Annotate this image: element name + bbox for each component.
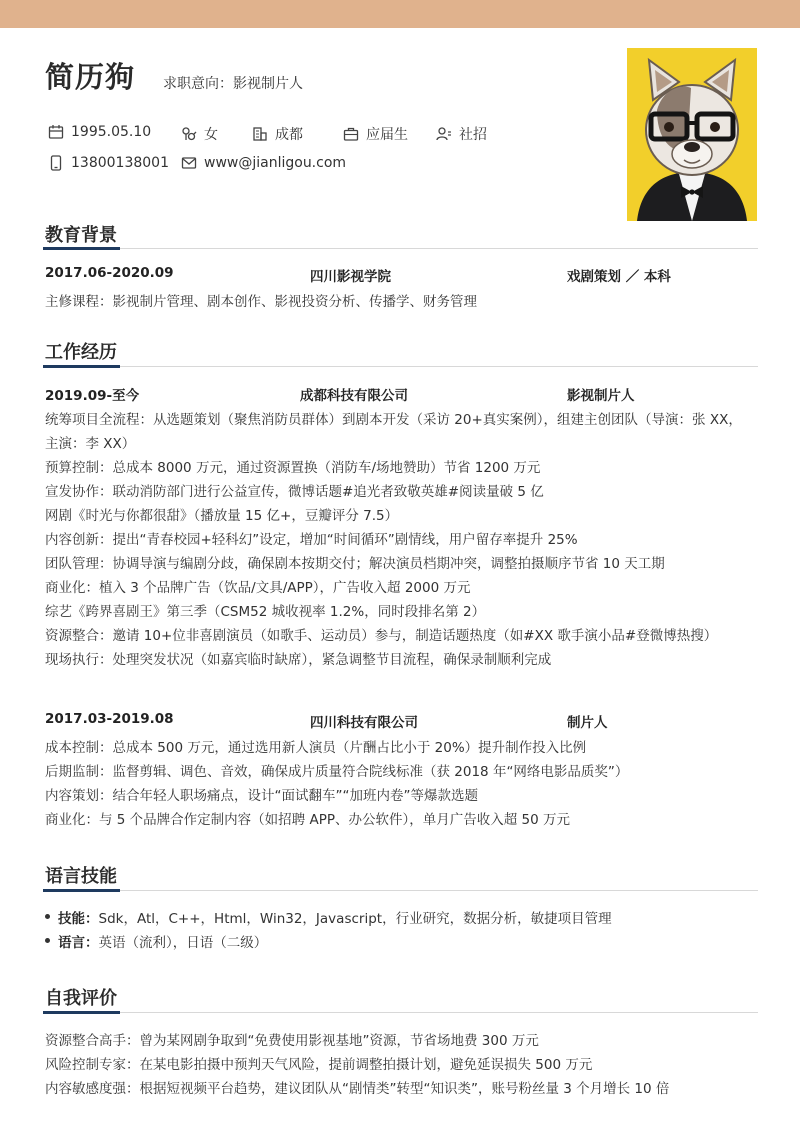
calendar-icon: [48, 124, 64, 140]
bullet-dot: [45, 914, 50, 919]
education-courses: 主修课程：影视制片管理、剧本创作、影视投资分析、传播学、财务管理: [45, 294, 477, 310]
work-accent: [43, 365, 120, 368]
education-title: 教育背景: [45, 225, 117, 246]
birth-date: 1995.05.10: [71, 124, 152, 140]
skill-item: [58, 931, 267, 951]
job-detail-line: 内容创新：提出“青春校园+轻科幻”设定，增加“时间循环”剧情线，用户留存率提升 25%: [45, 532, 578, 548]
briefcase-icon: [343, 126, 359, 142]
city-info: [252, 124, 303, 144]
recruit-type: 社招: [459, 127, 487, 143]
job-date: 2019.09-至今: [45, 388, 140, 404]
city: 成都: [275, 127, 303, 143]
job-role: 影视制片人: [567, 388, 635, 404]
job-detail-line: 预算控制：总成本 8000 万元，通过资源置换（消防车/场地赞助）节省 1200 万元: [45, 460, 541, 476]
skill-item: [58, 907, 612, 927]
self-title: 自我评价: [45, 988, 117, 1009]
bulldog-avatar-icon: [627, 48, 757, 221]
job-detail-line: 统筹项目全流程：从选题策划（聚焦消防员群体）到剧本开发（采访 20+真实案例），组建主创团队（导演：张 XX，: [45, 412, 742, 428]
skill-text: 英语（流利），日语（二级）: [98, 935, 268, 951]
gender: 女: [204, 127, 218, 143]
job-detail-line: 后期监制：监督剪辑、调色、音效，确保成片质量符合院线标准（获 2018 年“网络电影品质奖”）: [45, 764, 629, 780]
education-date: 2017.06-2020.09: [45, 265, 174, 281]
phone-info: [48, 155, 169, 171]
job-detail-line: 现场执行：处理突发状况（如嘉宾临时缺席），紧急调整节目流程，确保录制顺利完成: [45, 652, 552, 668]
skills-divider: [43, 890, 758, 891]
birth-info: [48, 124, 151, 140]
job-detail-line: 商业化：植入 3 个品牌广告（饮品/文具/APP），广告收入超 2000 万元: [45, 580, 471, 596]
skill-text: Sdk，Atl，C++，Html，Win32，Javascript，行业研究，数据分析，敏捷项目管理: [98, 911, 612, 927]
education-school: 四川影视学院: [310, 269, 391, 285]
job-detail-line: 成本控制：总成本 500 万元，通过选用新人演员（片酬占比小于 20%）提升制作投入比例: [45, 740, 587, 756]
phone-icon: [48, 155, 64, 171]
self-eval-line: 内容敏感度强：根据短视频平台趋势，建议团队从“剧情类”转型“知识类”，账号粉丝量 3 个月增长 10 倍: [45, 1081, 670, 1097]
work-title: 工作经历: [45, 342, 117, 363]
job-detail-line: 网剧《时光与你都很甜》（播放量 15 亿+，豆瓣评分 7.5）: [45, 508, 399, 524]
job-detail-line: 综艺《跨界喜剧王》第三季（CSM52 城收视率 1.2%，同时段排名第 2）: [45, 604, 486, 620]
job-detail-line: 资源整合：邀请 10+位非喜剧演员（如歌手、运动员）参与，制造话题热度（如#XX 歌手演小品#登微博热搜）: [45, 628, 718, 644]
job-detail-line: 团队管理：协调导演与编剧分歧，确保剧本按期交付；解决演员档期冲突，调整拍摄顺序节省 10 天工期: [45, 556, 665, 572]
building-icon: [252, 126, 268, 142]
email: www@jianligou.com: [204, 155, 347, 171]
job-role: 制片人: [567, 715, 608, 731]
self-eval-line: 资源整合高手：曾为某网剧争取到“免费使用影视基地”资源，节省场地费 300 万元: [45, 1033, 539, 1049]
job-detail-line: 商业化：与 5 个品牌合作定制内容（如招聘 APP、办公软件），单月广告收入超 50 万元: [45, 812, 570, 828]
skill-label: 语言：: [58, 935, 99, 951]
mail-icon: [181, 155, 197, 171]
work-divider: [43, 366, 758, 367]
recruit-info: [436, 124, 487, 144]
email-info: [181, 155, 346, 171]
gender-info: [181, 124, 218, 144]
job-intent: 求职意向：影视制片人: [163, 76, 303, 92]
profile-photo: [627, 48, 757, 221]
user-icon: [436, 126, 452, 142]
candidate-name: 简历狗: [45, 60, 136, 94]
status-info: [343, 124, 408, 144]
status: 应届生: [366, 127, 408, 143]
job-company: 成都科技有限公司: [300, 388, 408, 404]
job-date: 2017.03-2019.08: [45, 711, 174, 727]
education-accent: [43, 247, 120, 250]
self-divider: [43, 1012, 758, 1013]
education-divider: [43, 248, 758, 249]
education-major: 戏剧策划 ／ 本科: [567, 269, 671, 285]
top-color-bar: [0, 0, 800, 28]
job-detail-line: 主演：李 XX）: [45, 436, 136, 452]
job-company: 四川科技有限公司: [310, 715, 418, 731]
self-accent: [43, 1011, 120, 1014]
self-eval-line: 风险控制专家：在某电影拍摄中预判天气风险，提前调整拍摄计划，避免延误损失 500 万元: [45, 1057, 593, 1073]
bullet-dot: [45, 938, 50, 943]
job-detail-line: 内容策划：结合年轻人职场痛点，设计“面试翻车”“加班内卷”等爆款选题: [45, 788, 478, 804]
skills-title: 语言技能: [45, 866, 117, 887]
job-detail-line: 宣发协作：联动消防部门进行公益宣传，微博话题#追光者致敬英雄#阅读量破 5 亿: [45, 484, 544, 500]
skill-label: 技能：: [58, 911, 99, 927]
phone: 13800138001: [71, 155, 169, 171]
gender-icon: [181, 126, 197, 142]
skills-accent: [43, 889, 120, 892]
